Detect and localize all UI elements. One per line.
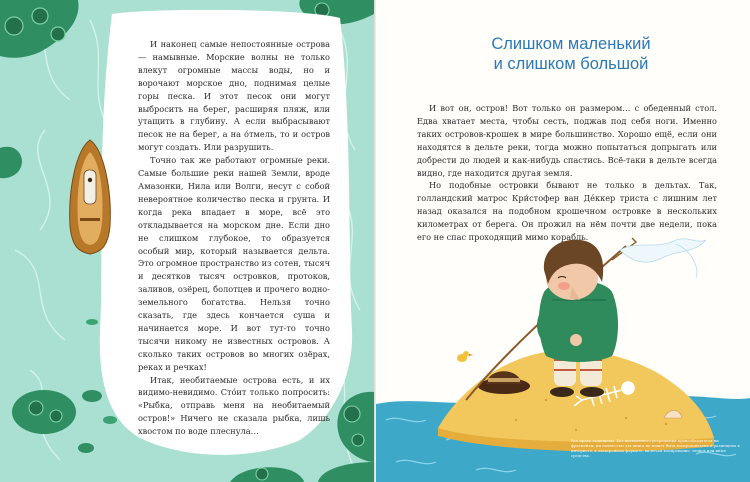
paragraph: И вот он, остров! Вот только он размером… с обеденный стол. Едва хватает места, чтобы сесть, поджав под себя ноги. Именно таких островов-крошек в мире большинство. Хорошо ещё, если они находятся в дельте реки, тогда можно попытаться допрыгать или добрести до людей и как-нибудь спастись. Всё-таки в дельте всегда видно, где находится другая земля. (417, 103, 717, 178)
bird-icon (457, 351, 473, 362)
left-page (0, 0, 374, 482)
right-page-body (417, 102, 717, 244)
tree-icon (352, 434, 364, 446)
tree-icon (5, 17, 23, 35)
title-line: Слишком маленький (491, 35, 651, 53)
paragraph: И наконец самые непостоянные острова — намывные. Морские волны не только влекут огромные массы воды, но и ворочают морское дно, поднимая целые горы песка. И этот песок они могут выбросить на берег, расширяя пляж, или утащить в глубину. А если выбрасывают песок не на берег, а на о́тмель, то и остров могут создать. Или разрушить. (138, 39, 330, 153)
tree-icon (50, 410, 62, 422)
paragraph: Точно так же работают огромные реки. Самые большие реки нашей Земли, вроде Амазонки, Нила или Волги, несут с собой невероятное количество песка и грунта. И когда река впадает в море, всё это откладывается на морском дне. Если дно не слишком глубокое, то образуется особый мир, который называется дельта. Это огромное пространство из сотен, тысяч и десятков тысяч островков, протоков, заливов, озёрец, болотцев и прочего водно-земельного богатства. Нельзя точно сказать, где здесь кончается суша и начинается море. И вот тут-то точно тысячи никому не известных островов. А сколько таких островов во многих озёрах, реках и речках! (138, 155, 330, 372)
right-page (376, 0, 750, 482)
paragraph: Но подобные островки бывают не только в дельтах. Так, голландский матрос Кри́стофер ван Дéккер триста с лишним лет назад оказался на подобном крошечном островке в нескольких километрах от берега. Он прожил на нём почти две недели, пока его не спас проходящий мимо корабль. (417, 180, 717, 243)
tree-icon (32, 8, 48, 24)
title-line: и слишком большой (493, 55, 649, 73)
paragraph: Итак, необитаемые острова есть, и их видимо-невидимо. Сто́ит только попросить: «Рыбка, отправь меня на необитаемый остров!» Ничего не сказала рыбка, лишь хвостом по воде плеснула… (138, 374, 330, 437)
tree-icon (29, 401, 43, 415)
tree-icon (256, 468, 268, 480)
tree-icon (51, 27, 65, 41)
left-page-body (138, 38, 330, 438)
chapter-title (426, 34, 716, 74)
copyright-note: Все права защищены. Без письменного разрешения правообладателя ни фрагменты, ни полностью эта книга не может быть воспроизведена и размещена в интернете, в электронном формате, включая копирование, запись или иные средства. (571, 438, 740, 458)
tree-icon (344, 406, 360, 422)
